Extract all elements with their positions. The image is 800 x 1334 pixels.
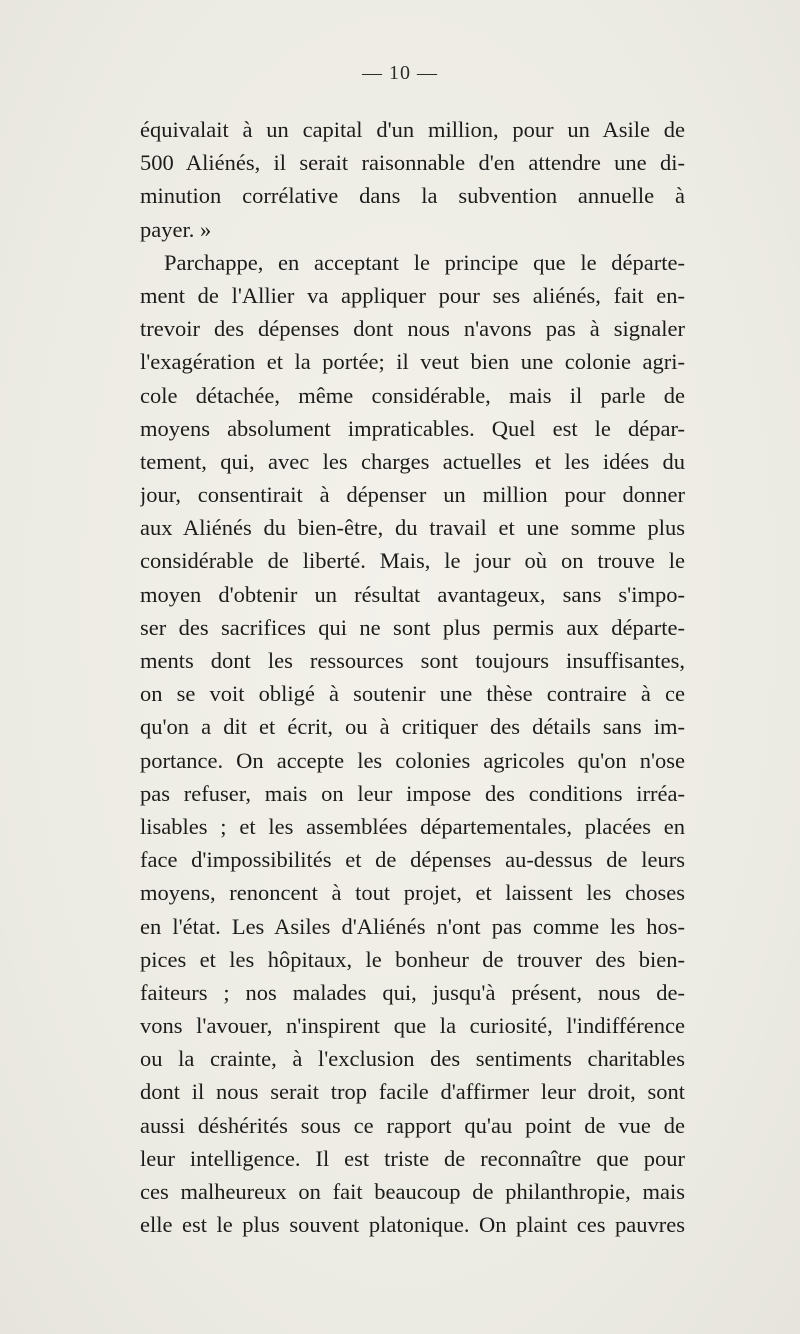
text-line: on se voit obligé à soutenir une thèse contraire à ce [140, 681, 685, 707]
text-line: ments dont les ressources sont toujours insuffisantes, [140, 648, 685, 673]
text-line: pas refuser, mais on leur impose des conditions irréa- [140, 780, 685, 806]
text-line: ment de l'Allier va appliquer pour ses aliénés, fait en- [140, 282, 685, 308]
text-line: ser des sacrifices qui ne sont plus permis aux départe- [140, 614, 685, 640]
text-line: trevoir des dépenses dont nous n'avons pas à signaler [140, 316, 685, 342]
text-line: en l'état. Les Asiles d'Aliénés n'ont pas comme les hos- [140, 913, 685, 939]
text-line: aussi déshérités sous ce rapport qu'au point de vue de [140, 1112, 685, 1138]
text-line: dont il nous serait trop facile d'affirmer leur droit, sont [140, 1079, 685, 1105]
paragraph-start-line: Parchappe, en acceptant le principe que le départe- [164, 249, 685, 275]
text-line: vons l'avouer, n'inspirent que la curiosité, l'indifférence [140, 1013, 685, 1039]
page-number: — 10 — [362, 62, 438, 84]
text-line: tement, qui, avec les charges actuelles et les idées du [140, 448, 685, 474]
text-line: qu'on a dit et écrit, ou à critiquer des détails sans im- [140, 714, 685, 740]
text-line: considérable de liberté. Mais, le jour où on trouve le [140, 548, 685, 574]
text-line: équivalait à un capital d'un million, pour un Asile de [140, 117, 685, 142]
text-line: face d'impossibilités et de dépenses au-dessus de leurs [140, 847, 685, 873]
text-line: ces malheureux on fait beaucoup de philanthropie, mais [140, 1179, 685, 1204]
text-line: lisables ; et les assemblées départementales, placées en [140, 813, 685, 839]
text-line: leur intelligence. Il est triste de reconnaître que pour [140, 1145, 685, 1171]
text-line: 500 Aliénés, il serait raisonnable d'en attendre une di- [140, 150, 685, 176]
text-line: elle est le plus souvent platonique. On plaint ces pauvres [140, 1212, 685, 1238]
text-line: moyens, renoncent à tout projet, et laissent les choses [140, 880, 685, 906]
text-line: minution corrélative dans la subvention annuelle à [140, 183, 685, 209]
text-line: cole détachée, même considérable, mais il parle de [140, 382, 685, 408]
text-line: pices et les hôpitaux, le bonheur de trouver des bien- [140, 946, 685, 972]
text-line: faiteurs ; nos malades qui, jusqu'à présent, nous de- [140, 979, 685, 1005]
text-line: jour, consentirait à dépenser un million pour donner [140, 482, 685, 508]
text-line: moyen d'obtenir un résultat avantageux, sans s'impo- [140, 581, 685, 607]
text-line: aux Aliénés du bien-être, du travail et une somme plus [140, 515, 685, 541]
text-line: l'exagération et la portée; il veut bien une colonie agri- [140, 349, 685, 375]
text-line: ou la crainte, à l'exclusion des sentiments charitables [140, 1046, 685, 1072]
text-line: moyens absolument impraticables. Quel est le dépar- [140, 415, 685, 441]
paragraph-end-line: payer. » [140, 216, 212, 242]
body-text [140, 113, 685, 1241]
text-line: portance. On accepte les colonies agricoles qu'on n'ose [140, 747, 685, 773]
